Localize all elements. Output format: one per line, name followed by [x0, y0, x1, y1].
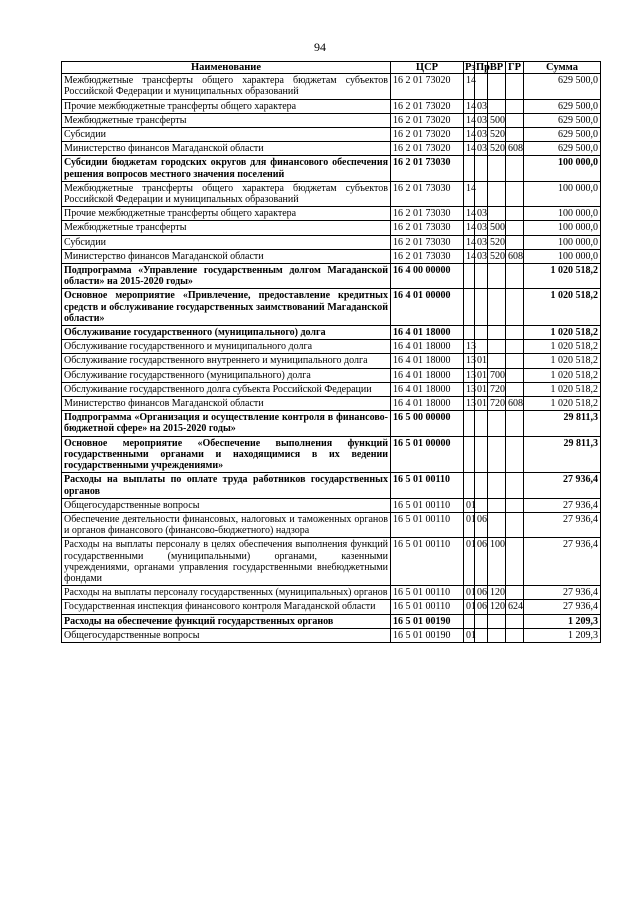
cell-vr	[488, 340, 506, 354]
cell-name: Субсидии	[62, 128, 391, 142]
cell-vr: 520	[488, 128, 506, 142]
cell-gr	[506, 538, 524, 586]
header-gr: ГР	[506, 62, 524, 74]
cell-vr: 520	[488, 249, 506, 263]
cell-csr: 16 2 01 73030	[391, 181, 464, 206]
cell-csr: 16 5 01 00110	[391, 512, 464, 537]
table-row	[62, 113, 601, 127]
cell-pr: 03	[475, 249, 488, 263]
table-row	[62, 128, 601, 142]
cell-sum: 1 020 518,2	[524, 354, 601, 368]
table-row	[62, 538, 601, 586]
cell-csr: 16 2 01 73020	[391, 128, 464, 142]
cell-csr: 16 5 01 00190	[391, 614, 464, 628]
budget-table	[61, 61, 601, 643]
cell-vr	[488, 628, 506, 642]
cell-name: Основное мероприятие «Обеспечение выполнения функций государственными органами и находящимися в их ведении государственными учреждениями»	[62, 436, 391, 473]
table-row	[62, 411, 601, 436]
cell-pr	[475, 74, 488, 99]
table-row	[62, 368, 601, 382]
cell-rz	[464, 264, 475, 289]
cell-sum: 29 811,3	[524, 411, 601, 436]
cell-name: Межбюджетные трансферты	[62, 221, 391, 235]
cell-gr	[506, 221, 524, 235]
cell-vr	[488, 74, 506, 99]
table-row	[62, 614, 601, 628]
cell-vr	[488, 498, 506, 512]
cell-gr	[506, 113, 524, 127]
cell-name: Расходы на выплаты персоналу государственных (муниципальных) органов	[62, 586, 391, 600]
cell-name: Государственная инспекция финансового контроля Магаданской области	[62, 600, 391, 614]
cell-rz: 14	[464, 249, 475, 263]
cell-rz: 01	[464, 538, 475, 586]
cell-sum: 1 020 518,2	[524, 289, 601, 326]
cell-pr: 03	[475, 113, 488, 127]
header-vr: ВР	[488, 62, 506, 74]
table-row	[62, 326, 601, 340]
cell-name: Основное мероприятие «Привлечение, предоставление кредитных средств и обслуживание государственных заимствований Магаданской области»	[62, 289, 391, 326]
cell-csr: 16 4 01 18000	[391, 340, 464, 354]
header-rz: Рз	[465, 62, 476, 73]
cell-sum: 100 000,0	[524, 181, 601, 206]
cell-sum: 629 500,0	[524, 142, 601, 156]
table-row	[62, 354, 601, 368]
table-row	[62, 156, 601, 181]
cell-sum: 1 020 518,2	[524, 397, 601, 411]
cell-pr	[475, 326, 488, 340]
cell-name: Обслуживание государственного (муниципального) долга	[62, 368, 391, 382]
cell-vr: 520	[488, 142, 506, 156]
cell-sum: 100 000,0	[524, 156, 601, 181]
cell-rz: 14	[464, 128, 475, 142]
cell-vr	[488, 207, 506, 221]
cell-rz: 01	[464, 600, 475, 614]
cell-rz: 13	[464, 340, 475, 354]
cell-gr	[506, 614, 524, 628]
cell-vr	[488, 512, 506, 537]
cell-gr	[506, 473, 524, 498]
cell-sum: 1 020 518,2	[524, 382, 601, 396]
cell-sum: 27 936,4	[524, 600, 601, 614]
table-row	[62, 221, 601, 235]
cell-pr	[475, 289, 488, 326]
cell-pr	[475, 340, 488, 354]
cell-sum: 27 936,4	[524, 473, 601, 498]
cell-sum: 100 000,0	[524, 235, 601, 249]
cell-gr	[506, 235, 524, 249]
cell-vr	[488, 326, 506, 340]
cell-vr: 500	[488, 113, 506, 127]
cell-sum: 1 020 518,2	[524, 368, 601, 382]
cell-pr	[475, 436, 488, 473]
cell-sum: 1 020 518,2	[524, 264, 601, 289]
table-row	[62, 586, 601, 600]
cell-vr	[488, 354, 506, 368]
cell-gr	[506, 128, 524, 142]
cell-name: Общегосударственные вопросы	[62, 498, 391, 512]
cell-sum: 629 500,0	[524, 128, 601, 142]
cell-sum: 1 209,3	[524, 628, 601, 642]
cell-name: Подпрограмма «Организация и осуществление контроля в финансово-бюджетной сфере» на 2015-2020 годы»	[62, 411, 391, 436]
cell-sum: 27 936,4	[524, 538, 601, 586]
cell-pr	[475, 473, 488, 498]
cell-pr: 06	[475, 586, 488, 600]
cell-rz	[464, 289, 475, 326]
cell-rz	[464, 436, 475, 473]
cell-rz: 13	[464, 368, 475, 382]
table-row	[62, 264, 601, 289]
cell-sum: 1 209,3	[524, 614, 601, 628]
cell-pr	[475, 264, 488, 289]
cell-csr: 16 5 01 00190	[391, 628, 464, 642]
cell-csr: 16 4 01 18000	[391, 368, 464, 382]
cell-name: Министерство финансов Магаданской области	[62, 142, 391, 156]
cell-gr	[506, 354, 524, 368]
cell-name: Обеспечение деятельности финансовых, налоговых и таможенных органов и органов финансового (финансово-бюджетного) надзора	[62, 512, 391, 537]
header-sum: Сумма	[524, 62, 601, 74]
cell-csr: 16 5 01 00110	[391, 586, 464, 600]
cell-vr	[488, 181, 506, 206]
table-row	[62, 498, 601, 512]
cell-rz: 13	[464, 397, 475, 411]
cell-vr: 720	[488, 397, 506, 411]
cell-csr: 16 2 01 73030	[391, 156, 464, 181]
cell-csr: 16 5 01 00110	[391, 600, 464, 614]
cell-rz	[464, 411, 475, 436]
table-row	[62, 382, 601, 396]
cell-csr: 16 2 01 73020	[391, 74, 464, 99]
cell-gr	[506, 264, 524, 289]
cell-csr: 16 5 01 00110	[391, 498, 464, 512]
cell-pr	[475, 498, 488, 512]
cell-rz	[464, 156, 475, 181]
cell-vr	[488, 436, 506, 473]
cell-csr: 16 2 01 73020	[391, 99, 464, 113]
cell-sum: 629 500,0	[524, 99, 601, 113]
header-csr: ЦСР	[391, 62, 464, 74]
cell-csr: 16 5 01 00000	[391, 436, 464, 473]
cell-sum: 629 500,0	[524, 74, 601, 99]
cell-rz: 01	[464, 512, 475, 537]
cell-vr: 500	[488, 221, 506, 235]
cell-gr: 608	[506, 142, 524, 156]
cell-sum: 27 936,4	[524, 512, 601, 537]
cell-csr: 16 4 01 00000	[391, 289, 464, 326]
cell-pr: 01	[475, 368, 488, 382]
table-row	[62, 600, 601, 614]
cell-rz: 13	[464, 354, 475, 368]
cell-pr: 03	[475, 128, 488, 142]
cell-csr: 16 2 01 73020	[391, 142, 464, 156]
table-row	[62, 436, 601, 473]
cell-pr: 03	[475, 207, 488, 221]
cell-gr	[506, 411, 524, 436]
table-row	[62, 628, 601, 642]
header-name: Наименование	[62, 62, 391, 74]
table-row	[62, 397, 601, 411]
cell-gr	[506, 436, 524, 473]
cell-pr: 06	[475, 538, 488, 586]
table-body	[62, 74, 601, 643]
table-row	[62, 142, 601, 156]
cell-rz: 14	[464, 235, 475, 249]
cell-name: Межбюджетные трансферты общего характера бюджетам субъектов Российской Федерации и муниципальных образований	[62, 181, 391, 206]
table-row	[62, 249, 601, 263]
cell-name: Расходы на выплаты персоналу в целях обеспечения выполнения функций государственными (муниципальными) органами, казенными учреждениями, органами управления государственными внебюджетными фондами	[62, 538, 391, 586]
table-row	[62, 512, 601, 537]
table-row	[62, 181, 601, 206]
cell-name: Прочие межбюджетные трансферты общего характера	[62, 99, 391, 113]
cell-gr	[506, 326, 524, 340]
cell-rz: 01	[464, 586, 475, 600]
cell-csr: 16 5 01 00110	[391, 473, 464, 498]
cell-name: Межбюджетные трансферты общего характера бюджетам субъектов Российской Федерации и муниципальных образований	[62, 74, 391, 99]
cell-gr	[506, 340, 524, 354]
cell-rz	[464, 614, 475, 628]
cell-vr: 700	[488, 368, 506, 382]
cell-name: Субсидии	[62, 235, 391, 249]
cell-vr	[488, 614, 506, 628]
cell-rz	[464, 473, 475, 498]
cell-csr: 16 4 01 18000	[391, 326, 464, 340]
cell-name: Министерство финансов Магаданской области	[62, 397, 391, 411]
cell-pr: 06	[475, 600, 488, 614]
cell-name: Прочие межбюджетные трансферты общего характера	[62, 207, 391, 221]
cell-vr	[488, 264, 506, 289]
cell-vr: 100	[488, 538, 506, 586]
cell-vr	[488, 473, 506, 498]
cell-rz: 14	[464, 221, 475, 235]
cell-rz: 13	[464, 382, 475, 396]
cell-gr	[506, 628, 524, 642]
cell-pr	[475, 614, 488, 628]
table-row	[62, 99, 601, 113]
cell-pr: 03	[475, 235, 488, 249]
cell-rz: 14	[464, 113, 475, 127]
cell-pr: 06	[475, 512, 488, 537]
cell-sum: 100 000,0	[524, 249, 601, 263]
cell-csr: 16 5 01 00110	[391, 538, 464, 586]
cell-name: Расходы на выплаты по оплате труда работников государственных органов	[62, 473, 391, 498]
cell-gr	[506, 99, 524, 113]
header-pr: Пр	[476, 62, 491, 73]
cell-csr: 16 4 01 18000	[391, 354, 464, 368]
cell-pr	[475, 181, 488, 206]
cell-rz: 01	[464, 628, 475, 642]
cell-sum: 1 020 518,2	[524, 340, 601, 354]
cell-gr	[506, 382, 524, 396]
cell-gr	[506, 207, 524, 221]
cell-vr	[488, 156, 506, 181]
table-row	[62, 74, 601, 99]
cell-gr	[506, 498, 524, 512]
cell-rz: 14	[464, 207, 475, 221]
cell-rz: 01	[464, 498, 475, 512]
cell-csr: 16 2 01 73030	[391, 249, 464, 263]
cell-gr: 608	[506, 249, 524, 263]
cell-csr: 16 2 01 73030	[391, 207, 464, 221]
cell-sum: 29 811,3	[524, 436, 601, 473]
cell-sum: 100 000,0	[524, 221, 601, 235]
cell-name: Обслуживание государственного и муниципального долга	[62, 340, 391, 354]
table-row	[62, 289, 601, 326]
cell-vr: 720	[488, 382, 506, 396]
cell-gr	[506, 181, 524, 206]
cell-csr: 16 5 00 00000	[391, 411, 464, 436]
cell-csr: 16 4 01 18000	[391, 382, 464, 396]
cell-gr	[506, 156, 524, 181]
cell-name: Общегосударственные вопросы	[62, 628, 391, 642]
cell-vr: 520	[488, 235, 506, 249]
cell-pr	[475, 156, 488, 181]
cell-rz: 14	[464, 99, 475, 113]
table-row	[62, 473, 601, 498]
cell-vr: 120	[488, 586, 506, 600]
cell-sum: 100 000,0	[524, 207, 601, 221]
table-row	[62, 340, 601, 354]
cell-name: Межбюджетные трансферты	[62, 113, 391, 127]
cell-name: Подпрограмма «Управление государственным долгом Магаданской области» на 2015-2020 годы»	[62, 264, 391, 289]
cell-sum: 27 936,4	[524, 586, 601, 600]
cell-gr	[506, 289, 524, 326]
cell-vr: 120	[488, 600, 506, 614]
table-header-row	[62, 62, 601, 74]
cell-pr	[475, 628, 488, 642]
cell-pr: 01	[475, 354, 488, 368]
cell-pr: 03	[475, 221, 488, 235]
cell-vr	[488, 99, 506, 113]
cell-sum: 1 020 518,2	[524, 326, 601, 340]
cell-rz: 14	[464, 142, 475, 156]
cell-vr	[488, 289, 506, 326]
page-number: 94	[314, 40, 326, 54]
cell-csr: 16 4 00 00000	[391, 264, 464, 289]
table-row	[62, 235, 601, 249]
cell-pr: 03	[475, 99, 488, 113]
cell-csr: 16 2 01 73030	[391, 221, 464, 235]
cell-pr: 01	[475, 382, 488, 396]
cell-sum: 27 936,4	[524, 498, 601, 512]
cell-csr: 16 4 01 18000	[391, 397, 464, 411]
cell-pr: 03	[475, 142, 488, 156]
cell-gr	[506, 512, 524, 537]
cell-name: Субсидии бюджетам городских округов для финансового обеспечения решения вопросов местного значения поселений	[62, 156, 391, 181]
cell-csr: 16 2 01 73020	[391, 113, 464, 127]
cell-name: Обслуживание государственного (муниципального) долга	[62, 326, 391, 340]
cell-name: Расходы на обеспечение функций государственных органов	[62, 614, 391, 628]
cell-rz: 14	[464, 74, 475, 99]
cell-csr: 16 2 01 73030	[391, 235, 464, 249]
table-row	[62, 207, 601, 221]
cell-gr	[506, 368, 524, 382]
cell-name: Обслуживание государственного внутреннего и муниципального долга	[62, 354, 391, 368]
cell-pr: 01	[475, 397, 488, 411]
cell-gr	[506, 586, 524, 600]
cell-gr	[506, 74, 524, 99]
cell-name: Обслуживание государственного долга субъекта Российской Федерации	[62, 382, 391, 396]
cell-pr	[475, 411, 488, 436]
cell-sum: 629 500,0	[524, 113, 601, 127]
cell-gr: 624	[506, 600, 524, 614]
cell-name: Министерство финансов Магаданской области	[62, 249, 391, 263]
cell-rz	[464, 326, 475, 340]
cell-vr	[488, 411, 506, 436]
cell-rz: 14	[464, 181, 475, 206]
cell-gr: 608	[506, 397, 524, 411]
